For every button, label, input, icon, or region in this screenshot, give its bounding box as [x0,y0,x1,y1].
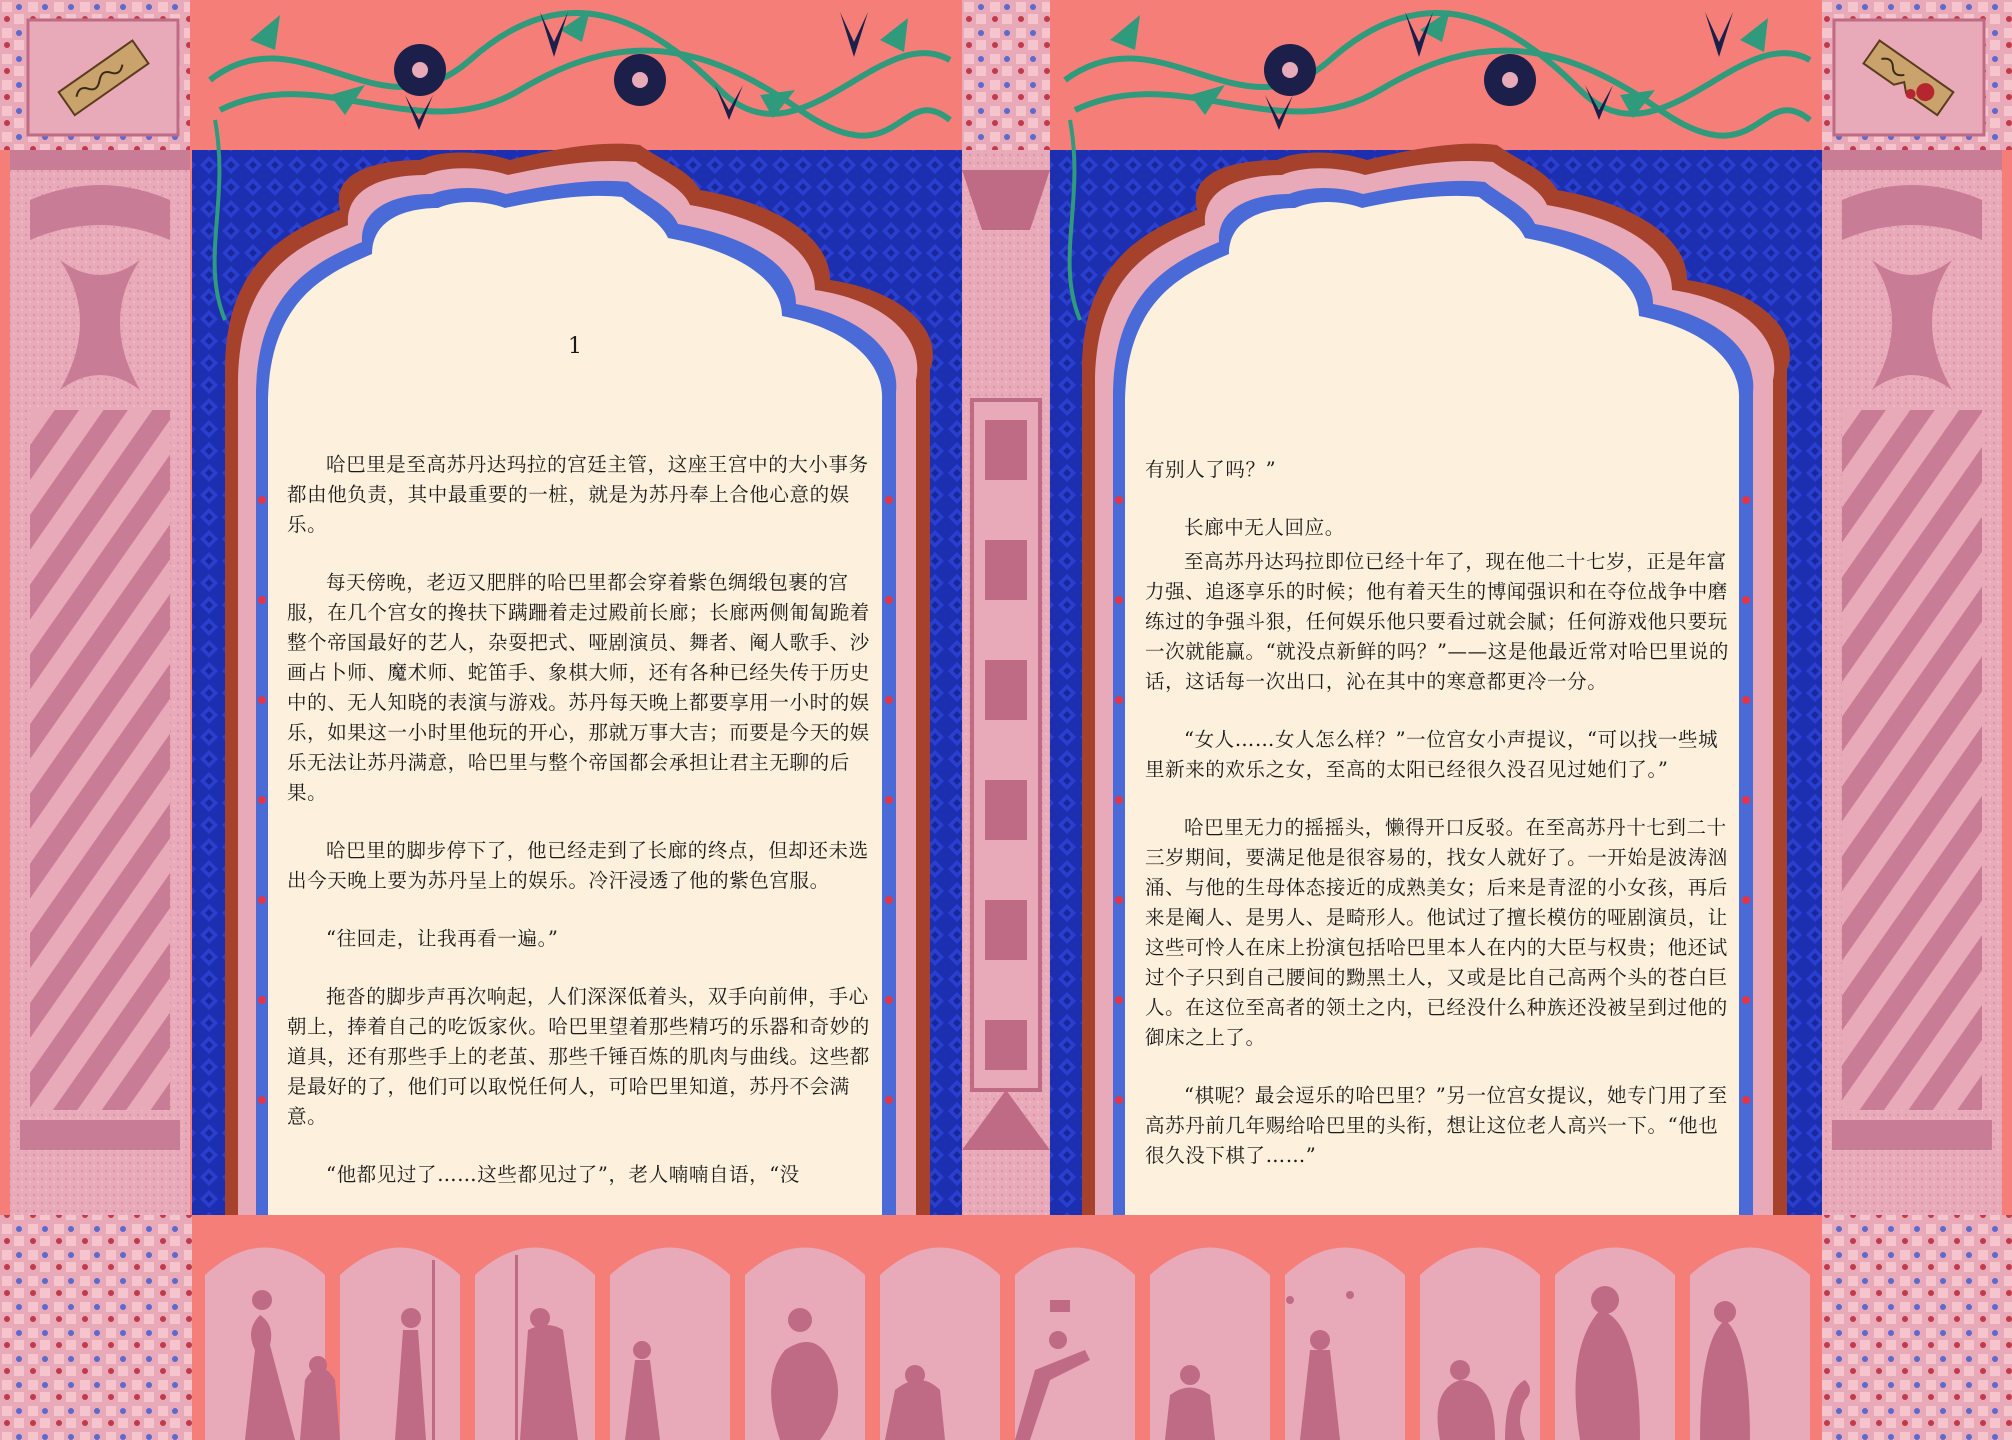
paragraph: 每天傍晚，老迈又肥胖的哈巴里都会穿着紫色绸缎包裹的宫服，在几个宫女的搀扶下蹒跚着走过殿前长廊；长廊两侧匍匐跪着整个帝国最好的艺人，杂耍把式、哑剧演员、舞者、阉人歌手、沙画占卜师、魔术师、蛇笛手、象棋大师，还有各种已经失传于历史中的、无人知晓的表演与游戏。苏丹每天晚上都要享用一小时的娱乐，如果这一小时里他玩的开心，那就万事大吉；而要是今天的娱乐无法让苏丹满意，哈巴里与整个帝国都会承担让君主无聊的后果。 [287,571,870,804]
paragraph: 哈巴里无力的摇摇头，懒得开口反驳。在至高苏丹十七到二十三岁期间，要满足他是很容易的，找女人就好了。一开始是波涛汹涌、与他的生母体态接近的成熟美女；后来是青涩的小女孩，再后来是阉人、是男人、是畸形人。他试过了擅长模仿的哑剧演员，让这些可怜人在床上扮演包括哈巴里本人在内的大臣与权贵；他还试过个子只到自己腰间的黝黑土人，又或是比自己高两个头的苍白巨人。在这位至高者的领土之内，已经没什么种族还没被呈到过他的御床之上了。 [1145,816,1728,1049]
book-icon [40,32,166,122]
paragraph: “他都见过了……这些都见过了”，老人喃喃自语，“没 [326,1163,800,1186]
paragraph: “棋呢？最会逗乐的哈巴里？”另一位宫女提议，她专门用了至高苏丹前几年赐给哈巴里的头衔，想让这位老人高兴一下。“他也很久没下棋了……” [1145,1084,1728,1167]
right-page-text [1145,455,1730,1199]
paragraph: 哈巴里是至高苏丹达玛拉的宫廷主管，这座王宫中的大小事务都由他负责，其中最重要的一桩，就是为苏丹奉上合他心意的娱乐。 [287,453,869,536]
paragraph: 长廊中无人回应。 [1184,516,1345,539]
left-page-text [287,450,872,1218]
page-number: 1 [568,334,582,359]
paragraph: 至高苏丹达玛拉即位已经十年了，现在他二十七岁，正是年富力强、追逐享乐的时候；他有着天生的博闻强识和在夺位战争中磨练过的争强斗狠，任何娱乐他只要看过就会腻；任何游戏他只要玩一次就能赢。“就没点新鲜的吗？”——这是他最近常对哈巴里说的话，这话每一次出口，沁在其中的寒意都更冷一分。 [1145,550,1729,693]
paragraph: 有别人了吗？” [1145,458,1277,481]
paragraph: 拖沓的脚步声再次响起，人们深深低着头，双手向前伸，手心朝上，捧着自己的吃饭家伙。哈巴里望着那些精巧的乐器和奇妙的道具，还有那些手上的老茧、那些千锤百炼的肌肉与曲线。这些都是最好的了，他们可以取悦任何人，可哈巴里知道，苏丹不会满意。 [287,985,870,1128]
paragraph: “女人……女人怎么样？”一位宫女小声提议，“可以找一些城里新来的欢乐之女，至高的太阳已经很久没召见过她们了。” [1145,728,1719,781]
paragraph: 哈巴里的脚步停下了，他已经走到了长廊的终点，但却还未选出今天晚上要为苏丹呈上的娱乐。冷汗浸透了他的紫色宫服。 [287,839,869,892]
torn-book-icon [1846,32,1972,122]
paragraph: “往回走，让我再看一遍。” [326,927,559,950]
